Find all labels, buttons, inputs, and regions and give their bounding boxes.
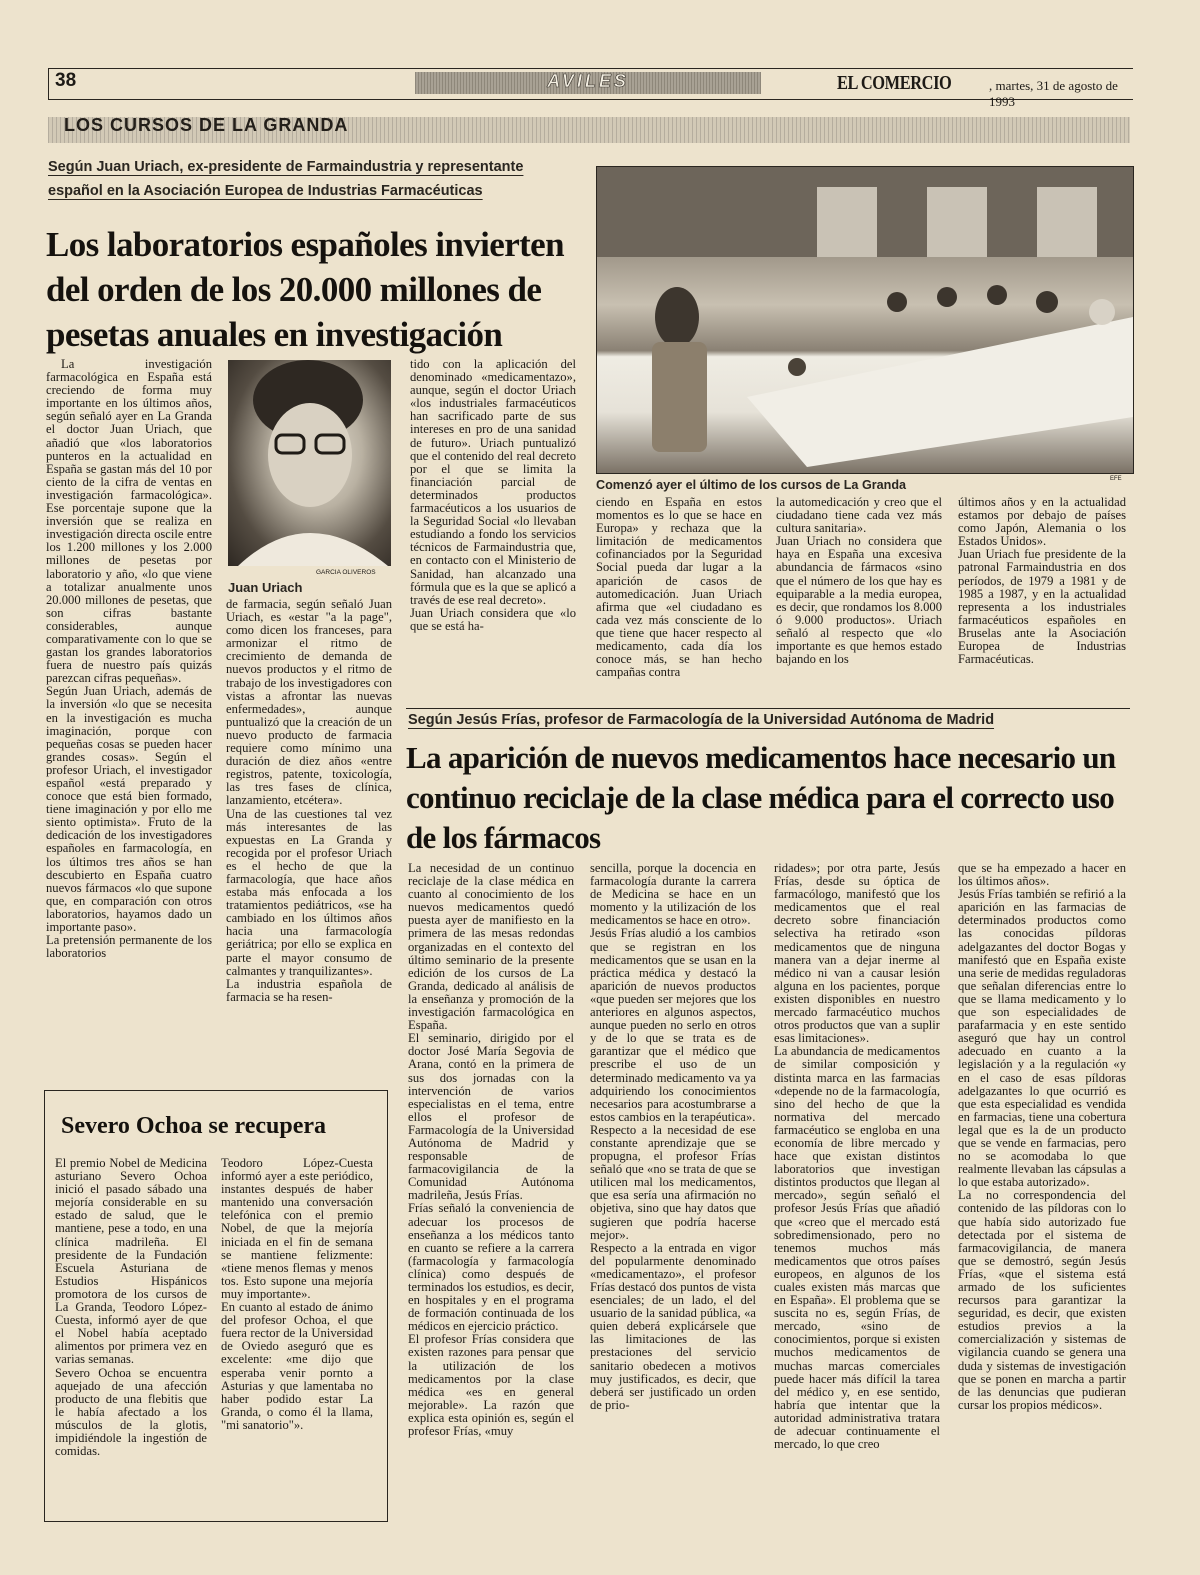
article1-col3 bbox=[410, 358, 576, 698]
article1-col1-text: La investigación farmacológica en España está creciendo de forma muy importante en los últimos años, según señaló ayer en La Granda el doctor Juan Uriach, que añadió que «los laboratorios punteros en la actualidad en España se gastan más del 10 por ciento de la cifra de ventas en investigación farmacológica». Ese porcentaje supone que la inversión que se realiza en investigación directa oscile entre los 1.200 millones y los 2.000 millones de pesetas por laboratorio y año, «lo que viene a totalizar anualmente unos 20.000 millones de pesetas, que son cifras bastante considerables, aunque comparativamente con lo que se gastan los grandes laboratorios fuera de nuestro país quizás parezcan cifras pequeñas». Según Juan Uriach, además de la inversión «lo que se necesita en la investigación es mucha imaginación, porque con pequeñas cosas se pueden hacer grandes cosas». Según el profesor Uriach, el investigador español «está preparado y conoce que está bien formado, tiene imaginación y por ello me siento optimista». Fruto de la dedicación de los investigadores españoles en farmacología, en los últimos tres años se han descubierto en España cuatro nuevos fármacos «lo que supone que, en comparación con otros laboratorios, hayamos dado un importante paso». La pretensión permanente de los laboratorios bbox=[46, 357, 212, 961]
portrait-credit: GARCIA OLIVEROS bbox=[316, 569, 376, 576]
meeting-photo bbox=[596, 166, 1134, 474]
sidebar-col2-text: Teodoro López-Cuesta informó ayer a este periódico, instantes después de haber mantenido una conversación telefónica con el premio Nobel, de que la mejoría iniciada en el fin de semana se mantiene felizmente: «tiene menos flemas y menos tos. Esto supone una mejoría muy importante». En cuanto al estado de ánimo del profesor Ochoa, el que fuera rector de la Universidad de Oviedo aseguró que es excelente: «me dijo que esperaba venir pornto a Asturias y que lamentaba no haber podido estar La Granda, o como él la llama, "mi sanatorio"». bbox=[221, 1156, 373, 1432]
meeting-photo-scene bbox=[597, 167, 1133, 473]
article2-divider bbox=[406, 708, 1130, 709]
article2-col4-text: que se ha empezado a hacer en los últimos años». Jesús Frías también se refirió a la aparición en las farmacias de determinados productos como las conocidas píldoras adelgazantes del doctor Bogas y manifestó que en España existe una serie de medidas reguladoras que señalan diferencias entre lo que se llama medicamento y lo que son especialidades de parafarmacia y en este sentido aseguró que hay un control adecuado en cuanto a la legislación y a la regulación «y en el caso de esas píldoras adelgazantes lo que ocurrió es que esta especialidad es vendida en farmacias, tiene una cobertura legal que es la de un producto que se vende en farmacias, pero no se acomodaba lo que realmente llevaban las cápsulas a lo que estaba autorizado». La no correspondencia del contenido de las píldoras con lo que había sido autorizado fue detectada por el sistema de farmacovigilancia, de manera que se demostró, según Jesús Frías, «que el sistema está armado de los suficientes recursos para garantizar la seguridad, es decir, que existen estudios previos a la comercialización y sistemas de vigilancia cuando se genera una duda y sistemas de investigación que se ponen en marcha a partir de las denuncias que pudieran cursar los propios médicos». bbox=[958, 861, 1126, 1412]
photo-attendee bbox=[987, 285, 1007, 305]
article2-col1 bbox=[408, 862, 574, 1522]
photo-attendee bbox=[788, 358, 806, 376]
article2-col1-text: La necesidad de un continuo reciclaje de la clase médica en cuanto al conocimiento de los nuevos medicamentos quedó puesta ayer de manifiesto en la primera de las mesas redondas organizadas en el contexto del último seminario de la presente edición de los cursos de La Granda, dedicado al análisis de la enseñanza y promoción de la investigación farmacológica en España. El seminario, dirigido por el doctor José María Segovia de Arana, contó en la primera de sus dos jornadas con la intervención de varios especialistas en el tema, entre ellos el profesor de Farmacología de la Universidad Autónoma de Madrid y responsable de farmacovigilancia de la Comunidad Autónoma madrileña, Jesús Frías. Frías señaló la conveniencia de adecuar los procesos de enseñanza a los médicos tanto en cuanto se refiere a la carrera (farmacología y farmacología clínica) como después de terminados los estudios, es decir, en hospitales y en el programa de formación continuada de los médicos en ejercicio práctico. El profesor Frías considera que existen razones para pensar que la utilización de los medicamentos por la clase médica «es en general mejorable». La razón que explica esta opinión es, según el profesor Frías, «muy bbox=[408, 861, 574, 1439]
photo-credit: EFE bbox=[1110, 476, 1122, 482]
portrait-shirt bbox=[238, 533, 388, 566]
photo-window bbox=[927, 187, 987, 257]
page-number: 38 bbox=[55, 70, 77, 91]
article1-col2 bbox=[226, 597, 392, 1004]
article2-col3-text: ridades»; por otra parte, Jesús Frías, desde su óptica de farmacólogo, manifestó que los medicamentos que el real decreto sobre financiación selectiva ha retirado «son medicamentos que de ninguna manera van a dejar inerme al médico ni van a causar lesión alguna en los pacientes, porque existen disponibles en nuestro mercado farmacéutico muchos otros productos que van a suplir esas limitaciones». La abundancia de medicamentos de similar composición y distinta marca en las farmacias «depende no de la farmacología, sino del hecho de que la normativa del mercado farmacéutico se engloba en una economía de libre mercado y hace que existan distintos laboratorios que investigan distintos productos que llegan al mercado», según señaló el profesor Jesús Frías que añadió que «creo que el mercado está sobredimensionado, pero no tenemos muchos más medicamentos que otros países europeos, en algunos de los cuales existen más marcas que en España». El problema que se suscita no es, según Frías, de mercado, «sino de conocimientos, porque si existen muchos medicamentos de muchas marcas comerciales puede hacer más difícil la tarea del médico y, en ese sentido, habría que intentar que la autoridad administrativa tratara de adecuar continuamente el mercado, lo que creo bbox=[774, 861, 940, 1452]
photo-speaker-body bbox=[652, 342, 707, 452]
photo-attendee bbox=[937, 287, 957, 307]
article2-col3 bbox=[774, 862, 940, 1522]
article2-col2-text: sencilla, porque la docencia en farmacología durante la carrera de Medicina se hace en un momento y la utilización de los medicamentos se hace en otro». Jesús Frías aludió a los cambios que se registran en los medicamentos que se usan en la práctica médica y destacó la aparición de nuevos productos «que pueden ser mejores que los anteriores en algunos aspectos, aunque pueden no serlo en otros y de lo que se trata es de garantizar que el médico que prescribe el uso de un determinado medicamento va ya adquiriendo los conocimientos necesarios para acostumbrarse a estos cambios en la terapéutica». Respecto a la necesidad de ese constante aprendizaje que se propugna, el profesor Frías señaló que «no se trata de que se utilicen mal los medicamentos, que esa sería una afirmación no objetiva, sino que hay datos que sugieren que podría hacerse mejor». Respecto a la entrada en vigor del popularmente denominado «medicamentazo», el profesor Frías destacó dos puntos de vista esenciales; de un lado, el del usuario de la sanidad pública, «a quien deberá explicársele que las limitaciones de las prestaciones del servicio sanitario obedecen a motivos muy justificados, es decir, que deberá ser justificado un orden de prio- bbox=[590, 861, 756, 1412]
article1-col4 bbox=[596, 496, 762, 700]
portrait-face bbox=[268, 403, 352, 507]
article2-headline: La aparición de nuevos medicamentos hace necesario un continuo reciclaje de la clase médica para el correcto uso de los fármacos bbox=[406, 740, 1116, 855]
photo-caption: Comenzó ayer el último de los cursos de La Granda bbox=[596, 478, 907, 492]
article1-col5-text: la automedicación y creo que el ciudadano tiene cada vez más cultura sanitaria». Juan Uriach no considera que haya en España una excesiva abundancia de fármacos «sino que el número de los que hay es equiparable a la media europea, es decir, que rondamos los 8.000 ó 9.000 productos». Uriach señaló al respecto que «lo importante es que hemos estado bajando en los bbox=[776, 495, 942, 667]
sidebar-box bbox=[44, 1090, 388, 1522]
article1-col6-text: últimos años y en la actualidad estamos por debajo de países como Japón, Alemania o los Estados Unidos». Juan Uriach fue presidente de la patronal Farmaindustria en dos períodos, de 1979 a 1981 y de 1985 a 1987, y en la actualidad representa a los industriales farmacéuticos españoles en Bruselas ante la Asociación Europea de Industrias Farmacéuticas. bbox=[958, 495, 1126, 667]
sidebar-col2 bbox=[221, 1157, 373, 1513]
article1-kicker: Según Juan Uriach, ex-presidente de Farmaindustria y representante español en la Asociación Europea de Industrias Farmacéuticas bbox=[48, 159, 524, 199]
portrait-photo bbox=[228, 360, 391, 566]
article1-col1 bbox=[46, 357, 212, 961]
newspaper-name: EL COMERCIO bbox=[837, 72, 952, 94]
article2-col4 bbox=[958, 862, 1126, 1522]
article1-headline: Los laboratorios españoles invierten del orden de los 20.000 millones de pesetas anuales en investigación bbox=[46, 225, 564, 354]
photo-speaker-head bbox=[655, 287, 699, 347]
issue-date: , martes, 31 de agosto de 1993 bbox=[989, 78, 1118, 109]
sidebar-title: Severo Ochoa se recupera bbox=[61, 1113, 327, 1139]
portrait-caption: Juan Uriach bbox=[228, 580, 303, 595]
photo-window bbox=[1037, 187, 1097, 257]
article1-col2-text: de farmacia, según señaló Juan Uriach, es «estar "a la page", como dicen los franceses, para armonizar el ritmo de crecimiento de demanda de nuevos productos y el ritmo de trabajo de los investigadores con vistas a afrontar las nuevas enfermedades», aunque puntualizó que la creación de un nuevo producto de farmacia requiere como mínimo una duración de diez años «entre registros, patente, toxicología, las tres fases de clínica, lanzamiento, etcétera». Una de las cuestiones tal vez más interesantes de las expuestas en La Granda y recogida por el profesor Uriach es el hecho de que la farmacología, que hace años estaba más enfocada a los tratamientos pediátricos, «se ha cambiado en los últimos años hacia una farmacología geriátrica; por ello se explica en parte el mayor consumo de calmantes y tranquilizantes». La industria española de farmacia se ha resen- bbox=[226, 597, 392, 1004]
article2-kicker: Según Jesús Frías, profesor de Farmacología de la Universidad Autónoma de Madrid bbox=[408, 712, 995, 728]
photo-window bbox=[817, 187, 877, 257]
photo-attendee bbox=[1036, 291, 1058, 313]
sidebar-col1 bbox=[55, 1157, 207, 1513]
sidebar-col1-text: El premio Nobel de Medicina asturiano Severo Ochoa inició el pasado sábado una mejoría considerable en su estado de salud, que le mantiene, pese a todo, en una clínica madrileña. El presidente de la Fundación Escuela Asturiana de Estudios Hispánicos promotora de los cursos de La Granda, Teodoro López-Cuesta, informó ayer de que el Nobel había aceptado alimentos por primera vez en varias semanas. Severo Ochoa se encuentra aquejado de una afección producto de una flebitis que le había afectado a los músculos de la glotis, impidiéndole la ingestión de comidas. bbox=[55, 1156, 207, 1459]
photo-attendee bbox=[1089, 299, 1115, 325]
section-label: AVILES bbox=[547, 71, 629, 91]
portrait-figure bbox=[228, 360, 391, 566]
article1-col6 bbox=[958, 496, 1126, 700]
article1-col3-text: tido con la aplicación del denominado «medicamentazo», aunque, según el doctor Uriach «los industriales farmacéuticos han sacrificado parte de sus intereses en pro de una sanidad de futuro». Uriach puntualizó que el contenido del real decreto por el que se limita la financiación parcial de determinados productos farmacéuticos a los usuarios de la Seguridad Social «lo llevaban estudiando a fondo los servicios técnicos de Farmaindustria que, en contacto con el Ministerio de Sanidad, han alcanzado una fórmula que es la que se aplicó a través de ese real decreto». Juan Uriach considera que «lo que se está ha- bbox=[410, 357, 576, 633]
article2-col2 bbox=[590, 862, 756, 1522]
article1-col5 bbox=[776, 496, 942, 700]
series-banner: LOS CURSOS DE LA GRANDA bbox=[64, 115, 349, 135]
photo-table bbox=[747, 317, 1133, 467]
article1-col4-text: ciendo en España en estos momentos es lo que se hace en Europa» y rechaza que la limitación de medicamentos cofinanciados por la Seguridad Social pueda dar lugar a la aparición de casos de automedicación. Juan Uriach afirma que «el ciudadano es cada vez más consciente de lo que tiene que hacer respecto al medicamento, cada día los conoce más, se han hecho campañas contra bbox=[596, 495, 762, 680]
photo-attendee bbox=[887, 292, 907, 312]
masthead bbox=[48, 68, 1133, 109]
